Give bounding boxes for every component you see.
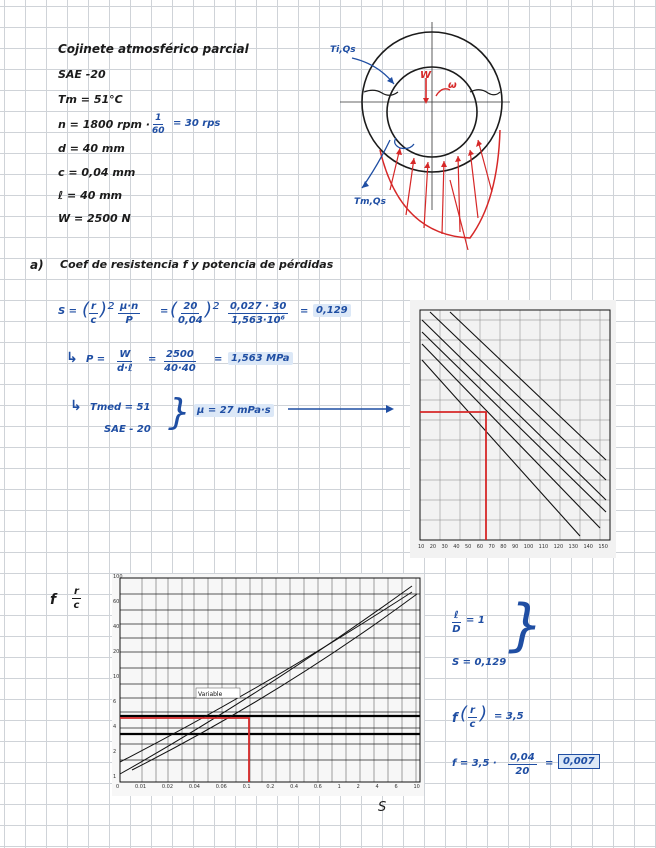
viscosity-arrow: ↳ bbox=[70, 398, 82, 414]
l-over-d-fraction bbox=[452, 610, 461, 635]
friction-y-fraction bbox=[72, 586, 81, 611]
given-l: ℓ = 40 mm bbox=[58, 189, 123, 202]
tick-label: 4 bbox=[113, 724, 117, 730]
viscosity-tmed: Tmed = 51 bbox=[90, 402, 151, 413]
tick-label: 2 bbox=[356, 784, 360, 790]
friction-y-f: f bbox=[50, 592, 57, 608]
viscosity-x-ticks bbox=[410, 544, 616, 550]
tick-label: 60 bbox=[476, 544, 484, 550]
f2-eq: = bbox=[545, 758, 554, 769]
pressure-result: 1,563 MPa bbox=[228, 352, 293, 365]
s-value: S = 0,129 bbox=[452, 657, 507, 668]
tick-label: 70 bbox=[488, 544, 495, 550]
given-c: c = 0,04 mm bbox=[58, 166, 136, 179]
fraction-denominator: c bbox=[469, 719, 476, 730]
pressure-arrow: ↳ bbox=[66, 350, 78, 366]
pressure-eq1: = bbox=[148, 354, 157, 365]
curve-label: Variable bbox=[198, 691, 223, 698]
given-w: W = 2500 N bbox=[58, 212, 131, 225]
inlet-flow-arrow bbox=[352, 58, 394, 84]
given-oil: SAE -20 bbox=[58, 68, 106, 81]
label-omega: ω bbox=[448, 80, 457, 91]
fraction-numerator: 1 bbox=[155, 113, 162, 123]
viscosity-result: μ = 27 mPa·s bbox=[194, 404, 274, 417]
viscosity-chart-graphic bbox=[410, 300, 616, 558]
section-a-title: Coef de resistencia f y potencia de pérdidas bbox=[60, 258, 334, 271]
fraction-numerator: 20 bbox=[183, 301, 198, 312]
viscosity-oil: SAE - 20 bbox=[104, 424, 151, 435]
pressure-lhs: P = bbox=[86, 354, 106, 365]
tick-label: 150 bbox=[598, 544, 608, 550]
sommerfeld-result: 0,129 bbox=[313, 304, 351, 317]
tick-label: 40 bbox=[113, 624, 120, 630]
tick-label: 100 bbox=[113, 574, 123, 580]
friction-brace: } bbox=[508, 593, 544, 658]
fraction-denominator: c bbox=[90, 315, 97, 326]
fraction-numerator: 0,04 bbox=[510, 752, 535, 763]
given-d: d = 40 mm bbox=[58, 142, 125, 155]
tick-label: 0.01 bbox=[134, 784, 147, 790]
fraction-denominator: P bbox=[125, 315, 133, 326]
section-a-label: a) bbox=[30, 258, 44, 272]
f2-lhs: f = 3,5 · bbox=[452, 758, 497, 769]
tick-label: 120 bbox=[553, 544, 564, 550]
tick-label: 1 bbox=[337, 784, 341, 790]
given-n-fraction bbox=[152, 113, 165, 136]
pressure-fraction bbox=[117, 349, 133, 374]
r-over-c-fraction bbox=[89, 301, 98, 326]
fraction-numerator: ℓ bbox=[454, 610, 459, 621]
paren-open: ( bbox=[82, 299, 90, 320]
tick-label: 6 bbox=[113, 699, 117, 705]
tick-label: 6 bbox=[394, 784, 398, 790]
load-arrowhead bbox=[423, 98, 429, 104]
fraction-denominator: 60 bbox=[152, 126, 165, 136]
tick-label: 90 bbox=[512, 544, 519, 550]
sommerfeld-eq1: = bbox=[160, 306, 169, 317]
paren-open-2: ( bbox=[170, 299, 178, 320]
given-tm: Tm = 51°C bbox=[58, 93, 123, 106]
tick-label: 1 bbox=[113, 774, 117, 780]
tick-label: 80 bbox=[500, 544, 507, 550]
label-tm-qs: Tm,Qs bbox=[354, 197, 386, 207]
fraction-numerator: r bbox=[74, 586, 79, 597]
product-fraction bbox=[228, 301, 288, 326]
fraction-denominator: c bbox=[73, 600, 80, 611]
given-n-rhs: = 30 rps bbox=[173, 118, 221, 129]
tick-label: 100 bbox=[523, 544, 534, 550]
tick-label: 140 bbox=[583, 544, 593, 550]
viscosity-pointer-arrow bbox=[288, 402, 398, 416]
f-r-over-c-fraction bbox=[468, 705, 477, 730]
tick-label: 0.2 bbox=[266, 784, 275, 790]
viscosity-brace: } bbox=[168, 392, 191, 433]
viscosity-chart bbox=[410, 300, 616, 558]
friction-x-ticks bbox=[112, 784, 424, 790]
pressure-arrowheads bbox=[396, 140, 482, 168]
tick-label: 20 bbox=[113, 649, 120, 655]
paren-close-2: )² bbox=[205, 299, 220, 320]
problem-title: Cojinete atmosférico parcial bbox=[58, 42, 249, 56]
tick-label: 50 bbox=[465, 544, 472, 550]
tick-label: 130 bbox=[568, 544, 579, 550]
f-rhs: = 3,5 bbox=[494, 711, 524, 722]
f2-fraction bbox=[508, 752, 537, 777]
oil-level-right bbox=[470, 90, 500, 95]
tick-label: 10 bbox=[418, 544, 425, 550]
paren-close-3: ) bbox=[480, 703, 488, 724]
friction-coefficient-result: 0,007 bbox=[558, 754, 600, 769]
ratio-value-fraction bbox=[178, 301, 203, 326]
pressure-value-fraction bbox=[164, 349, 196, 374]
fraction-denominator: 1,563·10⁶ bbox=[231, 315, 286, 326]
tick-label: 2 bbox=[113, 749, 117, 755]
fraction-numerator: r bbox=[470, 705, 475, 716]
fraction-numerator: μ·n bbox=[120, 301, 139, 312]
l-over-d-value: = 1 bbox=[466, 615, 485, 626]
friction-chart bbox=[112, 574, 424, 796]
fraction-denominator: 0,04 bbox=[178, 315, 203, 326]
friction-chart-graphic bbox=[112, 574, 424, 796]
tick-label: 0.4 bbox=[290, 784, 299, 790]
fraction-denominator: 40·40 bbox=[164, 363, 196, 374]
paren-close: )² bbox=[100, 299, 115, 320]
fraction-numerator: W bbox=[119, 349, 131, 360]
sommerfeld-lhs: S = bbox=[58, 306, 78, 317]
fraction-denominator: d·ℓ bbox=[117, 363, 133, 374]
label-ti-qs: Ti,Qs bbox=[330, 45, 356, 55]
friction-y-ticks bbox=[113, 574, 123, 780]
outlet-flow-arrowhead bbox=[362, 181, 369, 188]
tick-label: 0.02 bbox=[161, 784, 174, 790]
tick-label: 30 bbox=[441, 544, 448, 550]
fraction-numerator: r bbox=[91, 301, 96, 312]
fraction-numerator: 2500 bbox=[166, 349, 194, 360]
tick-label: 110 bbox=[538, 544, 549, 550]
tick-label: 0.04 bbox=[188, 784, 200, 790]
tick-label: 0.6 bbox=[313, 784, 322, 790]
mu-n-fraction bbox=[118, 301, 140, 326]
tick-label: 10 bbox=[413, 784, 420, 790]
pressure-eq2: = bbox=[214, 354, 223, 365]
sommerfeld-eq2: = bbox=[300, 306, 309, 317]
tick-label: 10 bbox=[113, 674, 120, 680]
outlet-flow-arrow bbox=[362, 140, 390, 188]
tick-label: 0 bbox=[116, 784, 120, 790]
paren-open-3: ( bbox=[460, 703, 468, 724]
label-w: W bbox=[420, 70, 432, 81]
fraction-numerator: 0,027 · 30 bbox=[230, 301, 287, 312]
tick-label: 0.06 bbox=[215, 784, 227, 790]
f-lhs: f bbox=[452, 711, 458, 726]
tick-label: 4 bbox=[375, 784, 379, 790]
given-n-lhs: n = 1800 rpm · bbox=[58, 118, 150, 131]
bearing-diagram bbox=[320, 20, 520, 250]
fraction-denominator: 20 bbox=[515, 766, 530, 777]
fraction-denominator: D bbox=[452, 624, 461, 635]
tick-label: 60 bbox=[113, 599, 120, 605]
tick-label: 40 bbox=[453, 544, 460, 550]
tick-label: 20 bbox=[429, 544, 437, 550]
friction-x-label: S bbox=[378, 800, 387, 815]
tick-label: 0.1 bbox=[242, 784, 251, 790]
